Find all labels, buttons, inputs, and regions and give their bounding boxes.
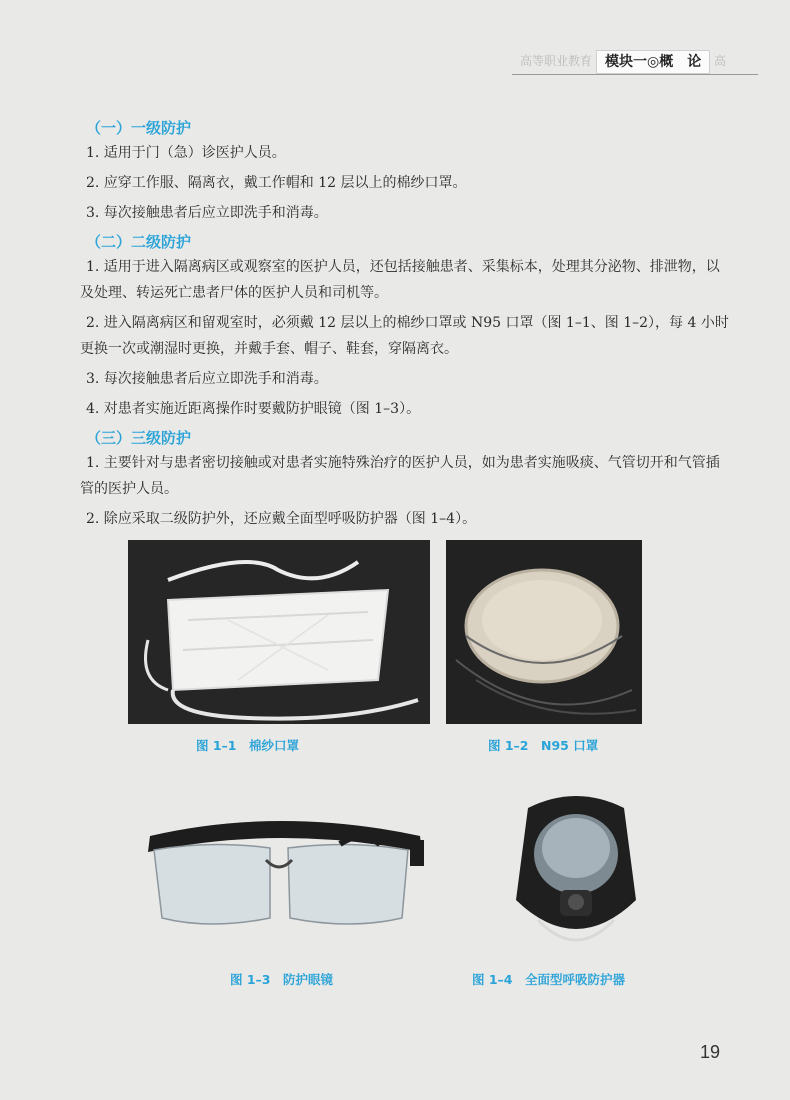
section-title-level-3: （三）三级防护 <box>86 429 192 447</box>
gauze-mask-image <box>128 540 430 724</box>
n95-mask-image <box>446 540 642 724</box>
n95-mask-photo <box>446 540 642 724</box>
gauze-mask-photo <box>128 540 430 724</box>
protective-goggles-photo <box>140 800 430 956</box>
figure-caption: 图 1–3 防护眼镜 <box>230 972 333 987</box>
goggles-image <box>140 800 430 956</box>
paragraph: 1. 适用于进入隔离病区或观察室的医护人员，还包括接触患者、采集标本，处理其分泌物、排泄物，以及处理、转运死亡患者尸体的医护人员和司机等。 <box>80 259 720 301</box>
figure-caption: 图 1–1 棉纱口罩 <box>196 738 299 753</box>
paragraph: 1. 适用于门（急）诊医护人员。 <box>86 145 286 161</box>
paragraph: 2. 除应采取二级防护外，还应戴全面型呼吸防护器（图 1–4）。 <box>86 511 477 527</box>
respirator-image <box>508 790 644 960</box>
paragraph: 3. 每次接触患者后应立即洗手和消毒。 <box>86 205 328 221</box>
paragraph: 4. 对患者实施近距离操作时要戴防护眼镜（图 1–3）。 <box>86 401 421 417</box>
paragraph: 2. 进入隔离病区和留观室时，必须戴 12 层以上的棉纱口罩或 N95 口罩（图 1–1、图 1–2），每 4 小时更换一次或潮湿时更换，并戴手套、帽子、鞋套，穿隔离衣。 <box>80 315 729 357</box>
section-title-level-2: （二）二级防护 <box>86 233 192 251</box>
full-face-respirator-photo <box>508 790 644 960</box>
header-faded-right: 高 <box>714 54 727 68</box>
header-chapter-label: 模块一◎概 论 <box>596 50 710 74</box>
section-title-level-1: （一）一级防护 <box>86 119 192 137</box>
paragraph: 1. 主要针对与患者密切接触或对患者实施特殊治疗的医护人员，如为患者实施吸痰、气管切开和气管插管的医护人员。 <box>80 455 720 497</box>
figure-caption: 图 1–2 N95 口罩 <box>488 738 599 753</box>
body-text <box>80 116 732 536</box>
paragraph: 2. 应穿工作服、隔离衣，戴工作帽和 12 层以上的棉纱口罩。 <box>86 175 467 191</box>
header-faded-text: 高等职业教育 <box>520 54 593 68</box>
paragraph: 3. 每次接触患者后应立即洗手和消毒。 <box>86 371 328 387</box>
figure-caption: 图 1–4 全面型呼吸防护器 <box>472 972 625 987</box>
page-number: 19 <box>700 1042 721 1062</box>
